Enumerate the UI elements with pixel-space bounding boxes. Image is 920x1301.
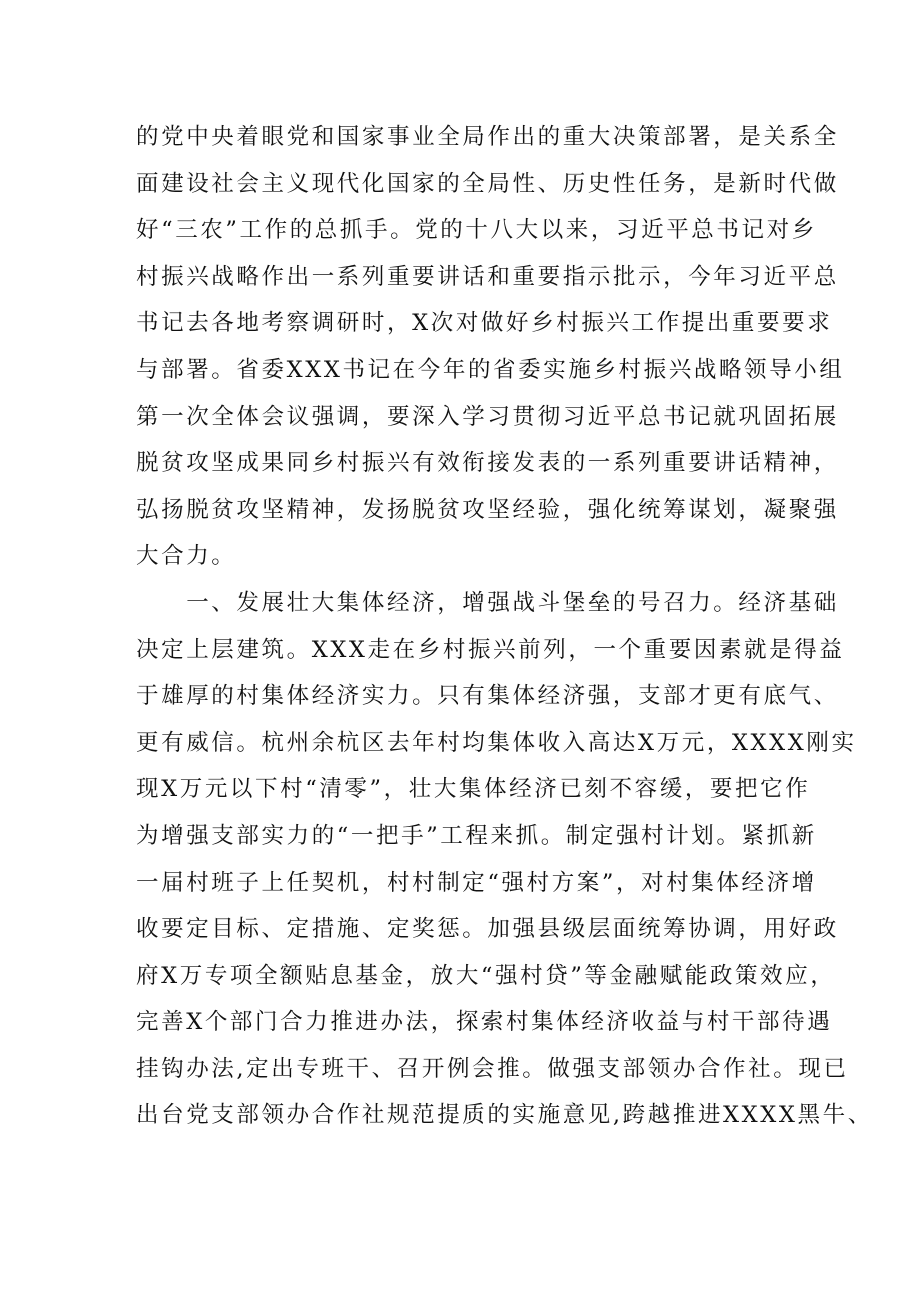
text-line: 决定上层建筑。XXX走在乡村振兴前列，一个重要因素就是得益 — [136, 636, 845, 663]
text-line: 挂钩办法,定出专班干、召开例会推。做强支部领办合作社。现已 — [136, 1055, 849, 1082]
text-line: 弘扬脱贫攻坚精神，发扬脱贫攻坚经验，强化统筹谋划，凝聚强 — [136, 496, 839, 523]
text-line: 现X万元以下村“清零”，壮大集体经济已刻不容缓，要把它作 — [136, 776, 811, 803]
body-text — [136, 114, 873, 1139]
text-line: 完善X个部门合力推进办法，探索村集体经济收益与村干部待遇 — [136, 1009, 833, 1036]
text-line: 一、发展壮大集体经济，增强战斗堡垒的号召力。经济基础 — [136, 589, 839, 616]
text-line: 一届村班子上任契机，村村制定“强村方案”，对村集体经济增 — [136, 869, 817, 896]
text-line: 于雄厚的村集体经济实力。只有集体经济强，支部才更有底气、 — [136, 683, 839, 710]
text-line: 好“三农”工作的总抓手。党的十八大以来，习近平总书记对乡 — [136, 217, 817, 244]
text-line: 更有威信。杭州余杭区去年村均集体收入高达X万元，XXXX刚实 — [136, 729, 857, 756]
text-line: 大合力。 — [136, 543, 237, 570]
text-line: 脱贫攻坚成果同乡村振兴有效衔接发表的一系列重要讲话精神， — [136, 450, 839, 477]
text-line: 村振兴战略作出一系列重要讲话和重要指示批示，今年习近平总 — [136, 263, 839, 290]
text-line: 的党中央着眼党和国家事业全局作出的重大决策部署，是关系全 — [136, 124, 839, 150]
text-line: 府X万专项全额贴息基金，放大“强村贷”等金融赋能政策效应， — [136, 962, 836, 989]
text-line: 面建设社会主义现代化国家的全局性、历史性任务，是新时代做 — [136, 170, 839, 197]
text-line: 为增强支部实力的“一把手”工程来抓。制定强村计划。紧抓新 — [136, 822, 817, 849]
text-line: 与部署。省委XXX书记在今年的省委实施乡村振兴战略领导小组 — [136, 356, 845, 383]
text-line: 书记去各地考察调研时，X次对做好乡村振兴工作提出重要要求 — [136, 310, 833, 337]
text-line: 第一次全体会议强调，要深入学习贯彻习近平总书记就巩固拓展 — [136, 403, 839, 430]
text-line: 收要定目标、定措施、定奖惩。加强县级层面统筹协调，用好政 — [136, 916, 839, 943]
text-line: 出台党支部领办合作社规范提质的实施意见,跨越推进XXXX黑牛、 — [136, 1102, 873, 1129]
